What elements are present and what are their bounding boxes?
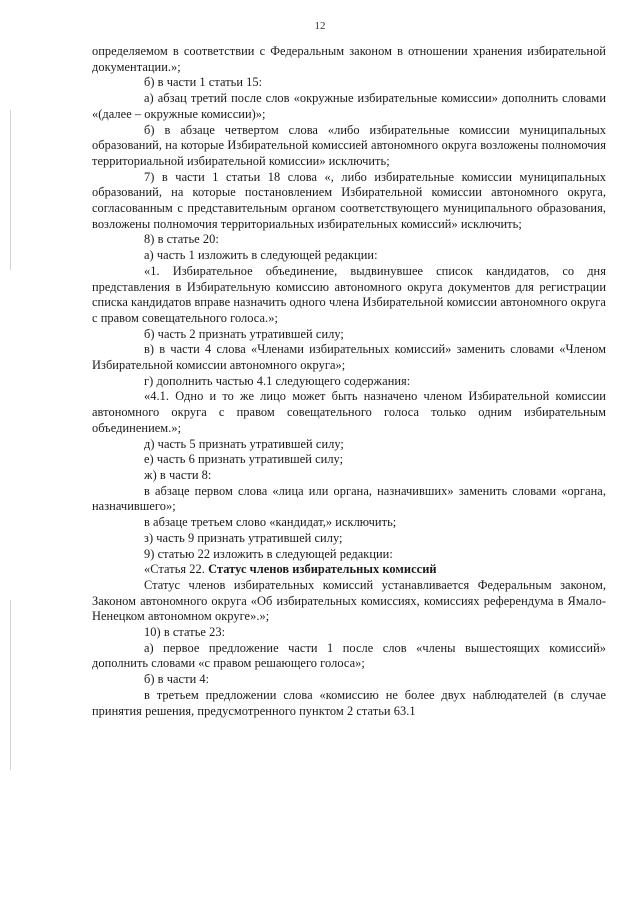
paragraph: в третьем предложении слова «комиссию не более двух наблюдателей (в случае принятия решения, предусмотренного пунктом 2 статьи 63.1 [92, 687, 606, 718]
paragraph: 7) в части 1 статьи 18 слова «, либо избирательные комиссии муниципальных образований, на которые постановлением Избирательной комиссии автономного округа, согласованным с представительным органом соответствующего муниципального образования, возложены полномочия территориальных избирательных комиссий» исключить; [92, 169, 606, 231]
article-heading-prefix: «Статья 22. [144, 562, 209, 577]
paragraph: б) в части 1 статьи 15: [144, 75, 263, 90]
paragraph: 10) в статье 23: [144, 625, 226, 640]
paragraph: б) в части 4: [144, 672, 210, 687]
paragraph: в абзаце первом слова «лица или органа, назначивших» заменить словами «органа, назначившего»; [92, 483, 606, 514]
paragraph: Статус членов избирательных комиссий устанавливается Федеральным законом, Законом автономного округа «Об избирательных комиссиях, комиссиях референдума в Ямало-Ненецком автономном округе».»; [92, 577, 606, 624]
scan-edge-mark [10, 110, 11, 270]
paragraph: в) в части 4 слова «Членами избирательных комиссий» заменить словами «Членом Избирательной комиссии автономного округа»; [92, 342, 606, 373]
paragraph: 8) в статье 20: [144, 232, 219, 247]
page-number: 12 [314, 20, 326, 32]
paragraph: з) часть 9 признать утратившей силу; [144, 530, 343, 545]
paragraph: 9) статью 22 изложить в следующей редакции: [144, 546, 393, 561]
document-body [92, 44, 606, 719]
paragraph: ж) в части 8: [144, 467, 212, 482]
paragraph: б) часть 2 признать утратившей силу; [144, 326, 344, 341]
article-heading-title: Статус членов избирательных комиссий [208, 562, 437, 577]
scan-edge-mark [10, 600, 11, 770]
paragraph: г) дополнить частью 4.1 следующего содержания: [144, 373, 411, 388]
paragraph: е) часть 6 признать утратившей силу; [144, 452, 344, 467]
paragraph: а) первое предложение части 1 после слов «члены вышестоящих комиссий» дополнить словами «с правом решающего голоса»; [92, 640, 606, 671]
paragraph: б) в абзаце четвертом слова «либо избирательные комиссии муниципальных образований, на которые Избирательной комиссией автономного округа возложены полномочия территориальной избирательной комиссии» исключить; [92, 122, 606, 168]
paragraph: в абзаце третьем слово «кандидат,» исключить; [144, 515, 397, 530]
paragraph: «4.1. Одно и то же лицо может быть назначено членом Избирательной комиссии автономного округа с правом совещательного голоса только одним избирательным объединением.»; [92, 389, 606, 435]
paragraph: д) часть 5 признать утратившей силу; [144, 436, 344, 451]
paragraph: а) абзац третий после слов «окружные избирательные комиссии» дополнить словами «(далее – окружные комиссии)»; [92, 91, 606, 121]
paragraph: определяемом в соответствии с Федеральным законом в отношении хранения избирательной документации.»; [92, 44, 606, 74]
paragraph: «1. Избирательное объединение, выдвинувшее список кандидатов, со дня представления в Избирательную комиссию автономного округа документов для регистрации списка кандидатов вправе назначить одного члена Избирательной комиссии автономного округа с правом совещательного голоса.»; [92, 263, 606, 325]
article-heading [92, 562, 606, 578]
paragraph: а) часть 1 изложить в следующей редакции: [144, 248, 378, 263]
